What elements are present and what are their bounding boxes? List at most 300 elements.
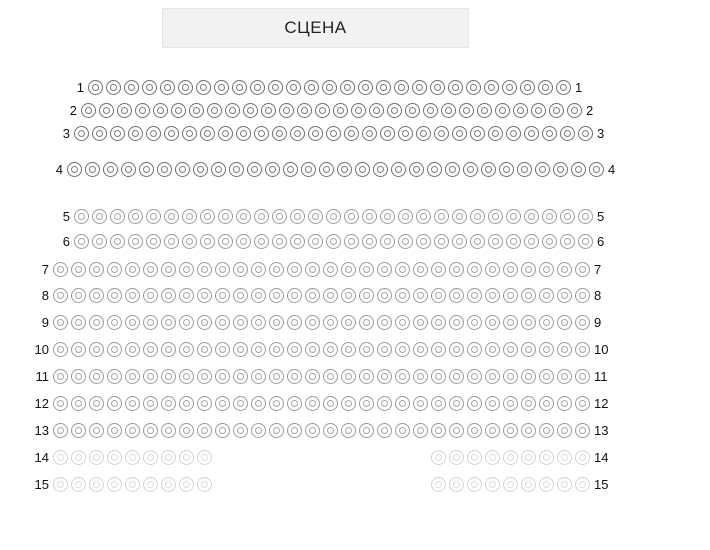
seat[interactable]: [467, 342, 482, 357]
seat[interactable]: [560, 126, 575, 141]
seat[interactable]: [142, 80, 157, 95]
seat[interactable]: [179, 477, 194, 492]
seat[interactable]: [521, 315, 536, 330]
seat[interactable]: [359, 342, 374, 357]
seat[interactable]: [484, 80, 499, 95]
seat[interactable]: [416, 234, 431, 249]
seat[interactable]: [362, 209, 377, 224]
seat[interactable]: [182, 209, 197, 224]
seat[interactable]: [269, 342, 284, 357]
seat[interactable]: [359, 262, 374, 277]
seat[interactable]: [287, 262, 302, 277]
seat[interactable]: [251, 262, 266, 277]
seat[interactable]: [268, 80, 283, 95]
seat[interactable]: [85, 162, 100, 177]
seat[interactable]: [279, 103, 294, 118]
seat[interactable]: [305, 369, 320, 384]
seat[interactable]: [143, 262, 158, 277]
seat[interactable]: [106, 80, 121, 95]
seat[interactable]: [164, 209, 179, 224]
seat[interactable]: [395, 262, 410, 277]
seat[interactable]: [341, 369, 356, 384]
seat[interactable]: [215, 369, 230, 384]
seat[interactable]: [521, 477, 536, 492]
seat[interactable]: [362, 234, 377, 249]
seat[interactable]: [92, 209, 107, 224]
seat[interactable]: [305, 262, 320, 277]
seat[interactable]: [449, 450, 464, 465]
seat[interactable]: [107, 315, 122, 330]
seat[interactable]: [323, 369, 338, 384]
seat[interactable]: [53, 342, 68, 357]
seat[interactable]: [161, 342, 176, 357]
seat[interactable]: [71, 396, 86, 411]
seat[interactable]: [449, 369, 464, 384]
seat[interactable]: [467, 288, 482, 303]
seat[interactable]: [575, 396, 590, 411]
seat[interactable]: [233, 369, 248, 384]
seat[interactable]: [503, 342, 518, 357]
seat[interactable]: [197, 423, 212, 438]
seat[interactable]: [423, 103, 438, 118]
seat[interactable]: [125, 288, 140, 303]
seat[interactable]: [88, 80, 103, 95]
seat[interactable]: [233, 423, 248, 438]
seat[interactable]: [589, 162, 604, 177]
seat[interactable]: [521, 342, 536, 357]
seat[interactable]: [269, 369, 284, 384]
seat[interactable]: [233, 315, 248, 330]
seat[interactable]: [265, 162, 280, 177]
seat[interactable]: [290, 234, 305, 249]
seat[interactable]: [251, 396, 266, 411]
seat[interactable]: [179, 342, 194, 357]
seat[interactable]: [215, 423, 230, 438]
seat[interactable]: [557, 423, 572, 438]
seat[interactable]: [215, 315, 230, 330]
seat[interactable]: [521, 450, 536, 465]
seat[interactable]: [287, 423, 302, 438]
seat[interactable]: [196, 80, 211, 95]
seat[interactable]: [571, 162, 586, 177]
seat[interactable]: [179, 315, 194, 330]
seat[interactable]: [377, 315, 392, 330]
seat[interactable]: [157, 162, 172, 177]
seat[interactable]: [463, 162, 478, 177]
seat[interactable]: [197, 477, 212, 492]
seat[interactable]: [283, 162, 298, 177]
seat[interactable]: [139, 162, 154, 177]
seat[interactable]: [74, 234, 89, 249]
seat[interactable]: [434, 126, 449, 141]
seat[interactable]: [431, 477, 446, 492]
seat[interactable]: [398, 209, 413, 224]
seat[interactable]: [398, 234, 413, 249]
seat[interactable]: [233, 342, 248, 357]
seat[interactable]: [125, 450, 140, 465]
seat[interactable]: [315, 103, 330, 118]
seat[interactable]: [538, 80, 553, 95]
seat[interactable]: [369, 103, 384, 118]
seat[interactable]: [413, 262, 428, 277]
seat[interactable]: [135, 103, 150, 118]
seat[interactable]: [146, 126, 161, 141]
seat[interactable]: [92, 234, 107, 249]
seat[interactable]: [326, 234, 341, 249]
seat[interactable]: [125, 369, 140, 384]
seat[interactable]: [89, 450, 104, 465]
seat[interactable]: [477, 103, 492, 118]
seat[interactable]: [143, 315, 158, 330]
seat[interactable]: [553, 162, 568, 177]
seat[interactable]: [179, 262, 194, 277]
seat[interactable]: [413, 396, 428, 411]
seat[interactable]: [333, 103, 348, 118]
seat[interactable]: [53, 288, 68, 303]
seat[interactable]: [107, 262, 122, 277]
seat[interactable]: [269, 396, 284, 411]
seat[interactable]: [557, 396, 572, 411]
seat[interactable]: [575, 288, 590, 303]
seat[interactable]: [578, 234, 593, 249]
seat[interactable]: [254, 126, 269, 141]
seat[interactable]: [323, 423, 338, 438]
seat[interactable]: [125, 477, 140, 492]
seat[interactable]: [125, 423, 140, 438]
seat[interactable]: [531, 103, 546, 118]
seat[interactable]: [189, 103, 204, 118]
seat[interactable]: [110, 234, 125, 249]
seat[interactable]: [485, 477, 500, 492]
seat[interactable]: [503, 423, 518, 438]
seat[interactable]: [308, 126, 323, 141]
seat[interactable]: [233, 288, 248, 303]
seat[interactable]: [481, 162, 496, 177]
seat[interactable]: [485, 396, 500, 411]
seat[interactable]: [539, 288, 554, 303]
seat[interactable]: [89, 477, 104, 492]
seat[interactable]: [539, 262, 554, 277]
seat[interactable]: [322, 80, 337, 95]
seat[interactable]: [71, 369, 86, 384]
seat[interactable]: [171, 103, 186, 118]
seat[interactable]: [326, 209, 341, 224]
seat[interactable]: [395, 423, 410, 438]
seat[interactable]: [128, 209, 143, 224]
seat[interactable]: [218, 209, 233, 224]
seat[interactable]: [99, 103, 114, 118]
seat[interactable]: [200, 234, 215, 249]
seat[interactable]: [341, 342, 356, 357]
seat[interactable]: [560, 209, 575, 224]
seat[interactable]: [485, 262, 500, 277]
seat[interactable]: [107, 288, 122, 303]
seat[interactable]: [143, 288, 158, 303]
seat[interactable]: [413, 423, 428, 438]
seat[interactable]: [211, 162, 226, 177]
seat[interactable]: [431, 262, 446, 277]
seat[interactable]: [53, 450, 68, 465]
seat[interactable]: [287, 369, 302, 384]
seat[interactable]: [200, 126, 215, 141]
seat[interactable]: [200, 209, 215, 224]
seat[interactable]: [254, 209, 269, 224]
seat[interactable]: [431, 369, 446, 384]
seat[interactable]: [143, 423, 158, 438]
seat[interactable]: [395, 342, 410, 357]
seat[interactable]: [380, 209, 395, 224]
seat[interactable]: [466, 80, 481, 95]
seat[interactable]: [575, 262, 590, 277]
seat[interactable]: [143, 396, 158, 411]
seat[interactable]: [452, 126, 467, 141]
seat[interactable]: [503, 477, 518, 492]
seat[interactable]: [506, 209, 521, 224]
seat[interactable]: [110, 209, 125, 224]
seat[interactable]: [495, 103, 510, 118]
seat[interactable]: [161, 423, 176, 438]
seat[interactable]: [470, 209, 485, 224]
seat[interactable]: [488, 234, 503, 249]
seat[interactable]: [557, 450, 572, 465]
seat[interactable]: [452, 234, 467, 249]
seat[interactable]: [431, 288, 446, 303]
seat[interactable]: [521, 396, 536, 411]
seat[interactable]: [377, 342, 392, 357]
seat[interactable]: [524, 126, 539, 141]
seat[interactable]: [521, 262, 536, 277]
seat[interactable]: [488, 126, 503, 141]
seat[interactable]: [377, 262, 392, 277]
seat[interactable]: [340, 80, 355, 95]
seat[interactable]: [395, 396, 410, 411]
seat[interactable]: [308, 234, 323, 249]
seat[interactable]: [107, 477, 122, 492]
seat[interactable]: [125, 315, 140, 330]
seat[interactable]: [232, 80, 247, 95]
seat[interactable]: [470, 126, 485, 141]
seat[interactable]: [539, 450, 554, 465]
seat[interactable]: [301, 162, 316, 177]
seat[interactable]: [513, 103, 528, 118]
seat[interactable]: [542, 209, 557, 224]
seat[interactable]: [197, 450, 212, 465]
seat[interactable]: [506, 234, 521, 249]
seat[interactable]: [71, 423, 86, 438]
seat[interactable]: [218, 234, 233, 249]
seat[interactable]: [502, 80, 517, 95]
seat[interactable]: [89, 423, 104, 438]
seat[interactable]: [412, 80, 427, 95]
seat[interactable]: [236, 209, 251, 224]
seat[interactable]: [539, 396, 554, 411]
seat[interactable]: [215, 262, 230, 277]
seat[interactable]: [287, 315, 302, 330]
seat[interactable]: [308, 209, 323, 224]
seat[interactable]: [575, 315, 590, 330]
seat[interactable]: [215, 396, 230, 411]
seat[interactable]: [503, 369, 518, 384]
seat[interactable]: [413, 342, 428, 357]
seat[interactable]: [261, 103, 276, 118]
seat[interactable]: [89, 288, 104, 303]
seat[interactable]: [575, 423, 590, 438]
seat[interactable]: [560, 234, 575, 249]
seat[interactable]: [251, 288, 266, 303]
seat[interactable]: [197, 369, 212, 384]
seat[interactable]: [452, 209, 467, 224]
seat[interactable]: [373, 162, 388, 177]
seat[interactable]: [405, 103, 420, 118]
seat[interactable]: [557, 369, 572, 384]
seat[interactable]: [521, 423, 536, 438]
seat[interactable]: [575, 450, 590, 465]
seat[interactable]: [233, 396, 248, 411]
seat[interactable]: [290, 209, 305, 224]
seat[interactable]: [161, 315, 176, 330]
seat[interactable]: [344, 209, 359, 224]
seat[interactable]: [467, 396, 482, 411]
seat[interactable]: [179, 423, 194, 438]
seat[interactable]: [71, 342, 86, 357]
seat[interactable]: [179, 450, 194, 465]
seat[interactable]: [395, 315, 410, 330]
seat[interactable]: [557, 477, 572, 492]
seat[interactable]: [251, 369, 266, 384]
seat[interactable]: [323, 262, 338, 277]
seat[interactable]: [341, 396, 356, 411]
seat[interactable]: [503, 262, 518, 277]
seat[interactable]: [355, 162, 370, 177]
seat[interactable]: [416, 126, 431, 141]
seat[interactable]: [305, 288, 320, 303]
seat[interactable]: [427, 162, 442, 177]
seat[interactable]: [413, 315, 428, 330]
seat[interactable]: [488, 209, 503, 224]
seat[interactable]: [557, 262, 572, 277]
seat[interactable]: [395, 369, 410, 384]
seat[interactable]: [517, 162, 532, 177]
seat[interactable]: [556, 80, 571, 95]
seat[interactable]: [448, 80, 463, 95]
seat[interactable]: [179, 396, 194, 411]
seat[interactable]: [409, 162, 424, 177]
seat[interactable]: [161, 262, 176, 277]
seat[interactable]: [92, 126, 107, 141]
seat[interactable]: [377, 423, 392, 438]
seat[interactable]: [107, 423, 122, 438]
seat[interactable]: [146, 209, 161, 224]
seat[interactable]: [485, 450, 500, 465]
seat[interactable]: [243, 103, 258, 118]
seat[interactable]: [441, 103, 456, 118]
seat[interactable]: [182, 234, 197, 249]
seat[interactable]: [161, 369, 176, 384]
seat[interactable]: [128, 234, 143, 249]
seat[interactable]: [395, 288, 410, 303]
seat[interactable]: [520, 80, 535, 95]
seat[interactable]: [305, 396, 320, 411]
seat[interactable]: [143, 477, 158, 492]
seat[interactable]: [175, 162, 190, 177]
seat[interactable]: [539, 369, 554, 384]
seat[interactable]: [193, 162, 208, 177]
seat[interactable]: [287, 288, 302, 303]
seat[interactable]: [506, 126, 521, 141]
seat[interactable]: [413, 288, 428, 303]
seat[interactable]: [71, 288, 86, 303]
seat[interactable]: [160, 80, 175, 95]
seat[interactable]: [161, 288, 176, 303]
seat[interactable]: [499, 162, 514, 177]
seat[interactable]: [53, 477, 68, 492]
seat[interactable]: [269, 315, 284, 330]
seat[interactable]: [524, 234, 539, 249]
seat[interactable]: [485, 423, 500, 438]
seat[interactable]: [467, 450, 482, 465]
seat[interactable]: [398, 126, 413, 141]
seat[interactable]: [445, 162, 460, 177]
seat[interactable]: [578, 126, 593, 141]
seat[interactable]: [503, 288, 518, 303]
seat[interactable]: [236, 126, 251, 141]
seat[interactable]: [467, 262, 482, 277]
seat[interactable]: [380, 234, 395, 249]
seat[interactable]: [305, 342, 320, 357]
seat[interactable]: [143, 342, 158, 357]
seat[interactable]: [575, 342, 590, 357]
seat[interactable]: [449, 477, 464, 492]
seat[interactable]: [539, 315, 554, 330]
seat[interactable]: [575, 369, 590, 384]
seat[interactable]: [74, 209, 89, 224]
seat[interactable]: [229, 162, 244, 177]
seat[interactable]: [359, 396, 374, 411]
seat[interactable]: [359, 288, 374, 303]
seat[interactable]: [323, 342, 338, 357]
seat[interactable]: [557, 288, 572, 303]
seat[interactable]: [470, 234, 485, 249]
seat[interactable]: [337, 162, 352, 177]
seat[interactable]: [503, 396, 518, 411]
seat[interactable]: [578, 209, 593, 224]
seat[interactable]: [485, 315, 500, 330]
seat[interactable]: [430, 80, 445, 95]
seat[interactable]: [449, 396, 464, 411]
seat[interactable]: [467, 423, 482, 438]
seat[interactable]: [269, 288, 284, 303]
seat[interactable]: [272, 126, 287, 141]
seat[interactable]: [359, 369, 374, 384]
seat[interactable]: [344, 126, 359, 141]
seat[interactable]: [416, 209, 431, 224]
seat[interactable]: [449, 423, 464, 438]
seat[interactable]: [431, 342, 446, 357]
seat[interactable]: [251, 342, 266, 357]
seat[interactable]: [358, 80, 373, 95]
seat[interactable]: [521, 288, 536, 303]
seat[interactable]: [107, 396, 122, 411]
seat[interactable]: [323, 315, 338, 330]
seat[interactable]: [449, 342, 464, 357]
seat[interactable]: [376, 80, 391, 95]
seat[interactable]: [575, 477, 590, 492]
seat[interactable]: [387, 103, 402, 118]
seat[interactable]: [117, 103, 132, 118]
seat[interactable]: [344, 234, 359, 249]
seat[interactable]: [290, 126, 305, 141]
seat[interactable]: [207, 103, 222, 118]
